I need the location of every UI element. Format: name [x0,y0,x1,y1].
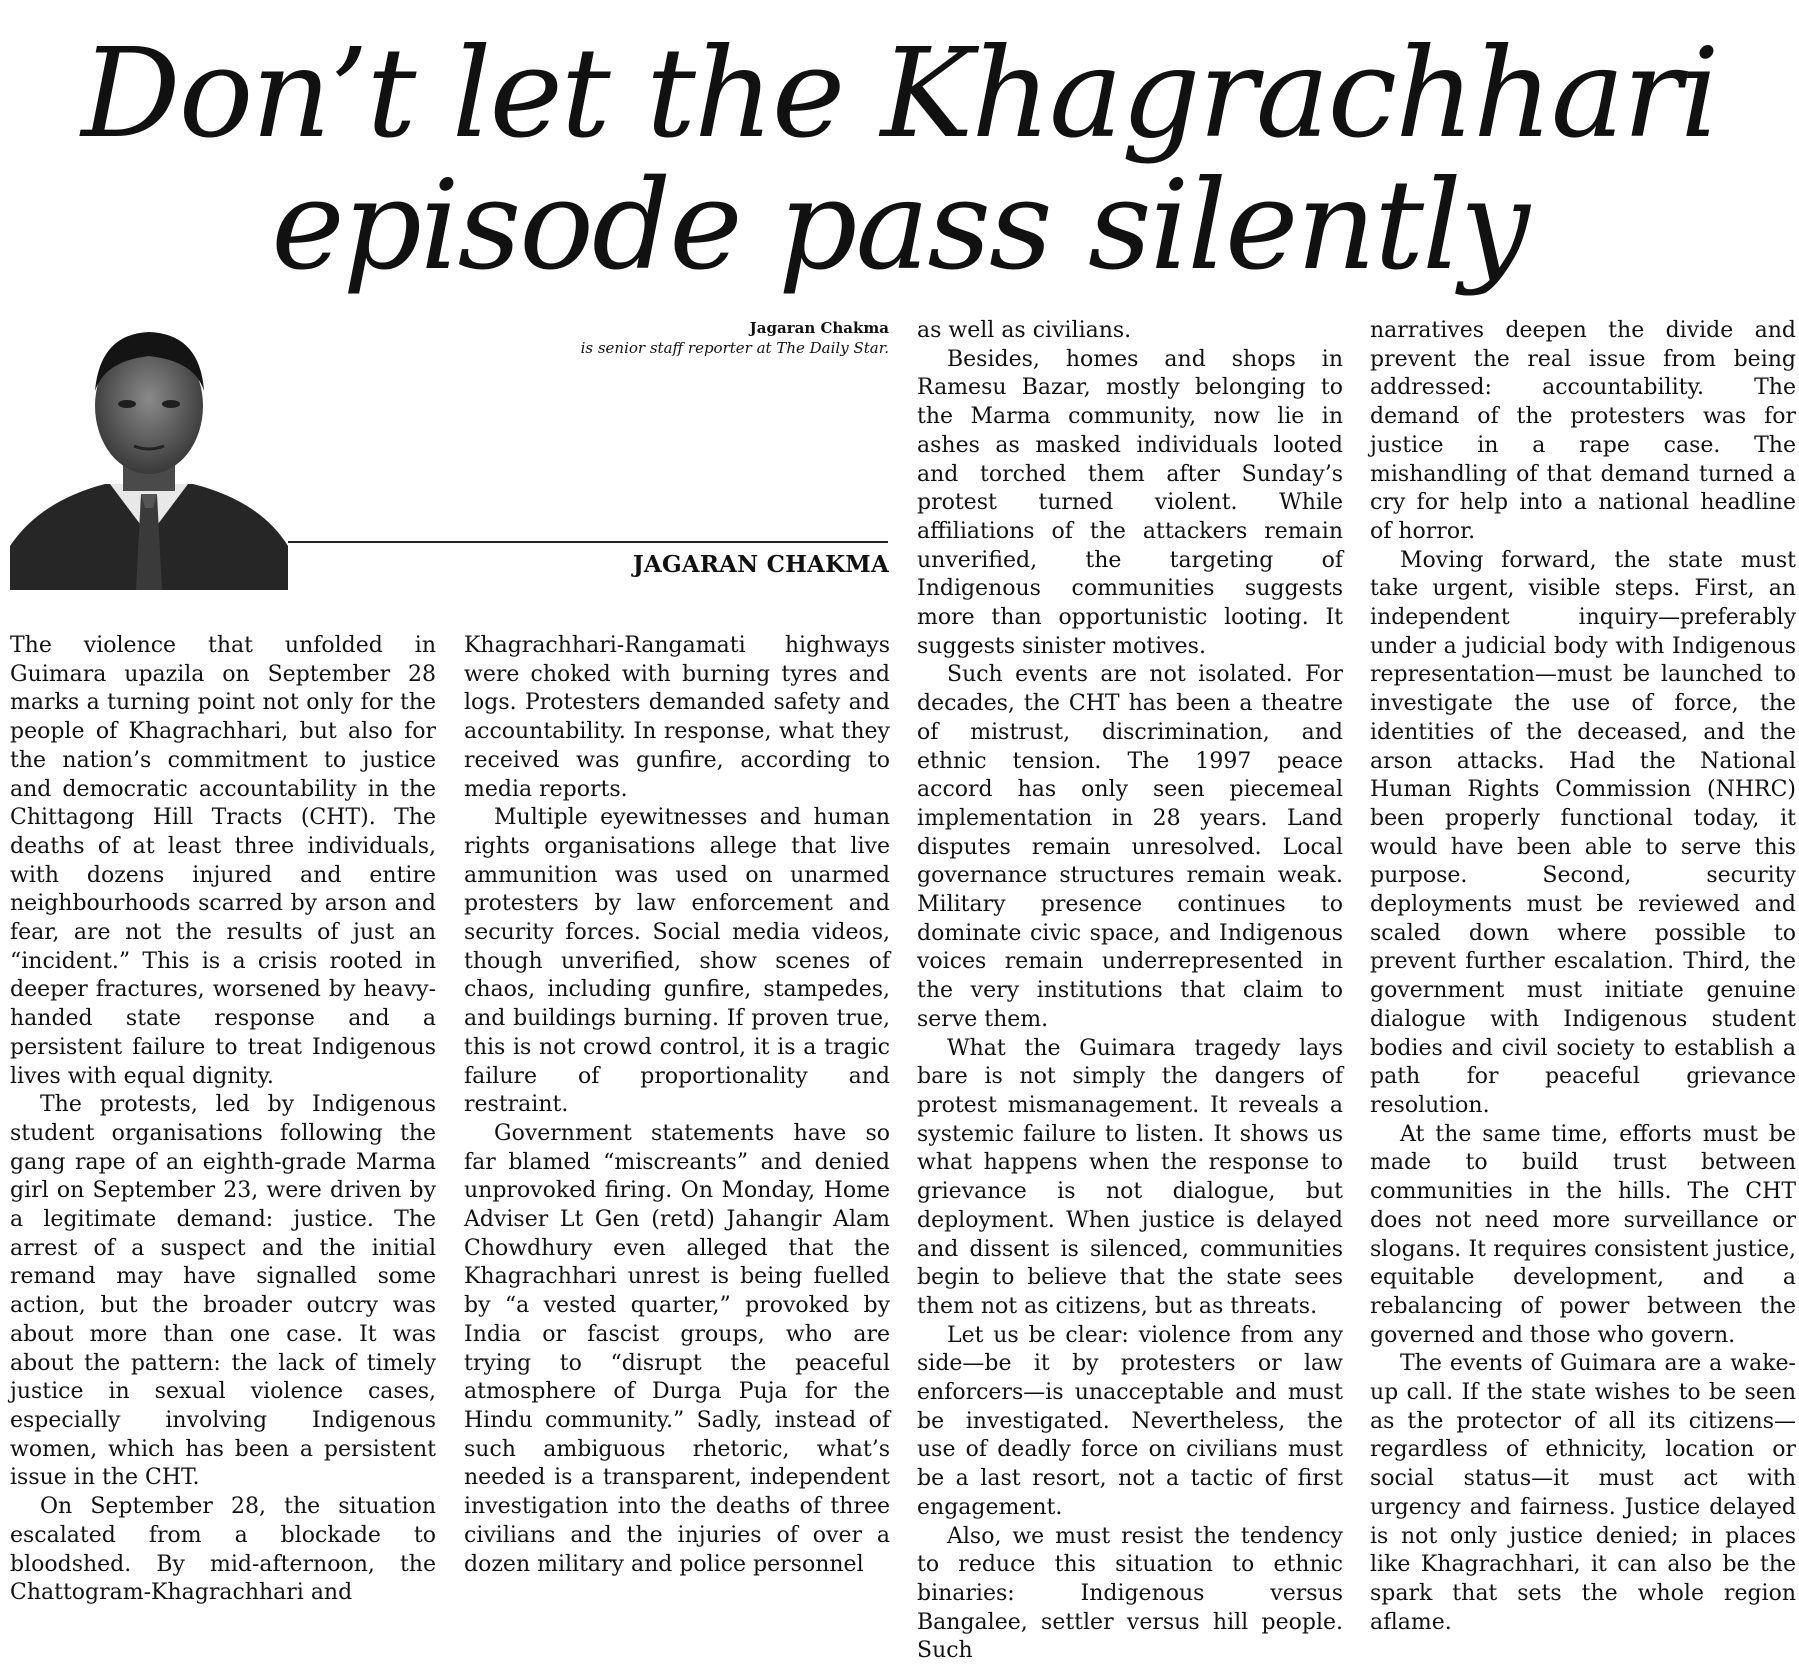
headline [0,22,1799,298]
paragraph: Multiple eyewitnesses and human rights organisations allege that live ammunition was used on unarmed protesters by law enforcement and security forces. Social media videos, though unverified, show scenes of chaos, including gunfire, stampedes, and buildings burning. If proven true, this is not crowd control, it is a tragic failure of proportionality and restraint. [464,805,890,1118]
paragraph: At the same time, efforts must be made to build trust between communities in the hills. The CHT does not need more surveillance or slogans. It requires consistent justice, equitable development, and a rebalancing of power between the governed and those who govern. [1370,1121,1796,1348]
byline-name: Jagaran Chakma [749,319,889,337]
paragraph: Such events are not isolated. For decades, the CHT has been a theatre of mistrust, discrimination, and ethnic tension. The 1997 peace accord has only seen piecemeal implementation in 28 years. Land disputes remain unresolved. Local governance structures remain weak. Military presence continues to dominate civic space, and Indigenous voices remain underrepresented in the very institutions that claim to serve them. [917,662,1343,1032]
paragraph: The protests, led by Indigenous student organisations following the gang rape of an eighth-grade Marma girl on September 23, were driven by a legitimate demand: justice. The arrest of a suspect and the initial remand may have signalled some action, but the broader outcry was about more than one case. It was about the pattern: the lack of timely justice in sexual violence cases, especially involving Indigenous women, which has been a persistent issue in the CHT. [10,1092,436,1491]
column-3 [917,317,1343,1666]
paragraph: Government statements have so far blamed “miscreants” and denied unprovoked firing. On Monday, Home Adviser Lt Gen (retd) Jahangir Alam Chowdhury even alleged that the Khagrachhari unrest is being fuelled by “a vested quarter,” provoked by India or fascist groups, who are trying to “disrupt the peaceful atmosphere of Durga Puja for the Hindu community.” Sadly, instead of such ambiguous rhetoric, what’s needed is a transparent, independent investigation into the deaths of three civilians and the injuries of over a dozen military and police personnel [464,1120,890,1577]
paragraph: as well as civilians. [917,318,1132,343]
headline-line-2: episode pass silently [271,154,1528,298]
paragraph: What the Guimara tragedy lays bare is not simply the dangers of protest mismanagement. It reveals a systemic failure to listen. It shows us what happens when the response to grievance is not dialogue, but deployment. When justice is delayed and dissent is silenced, communities begin to believe that the state sees them not as citizens, but as threats. [917,1035,1343,1319]
paragraph: On September 28, the situation escalated from a blockade to bloodshed. By mid-afternoon, the Chattogram-Khagrachhari and [10,1494,436,1606]
paragraph: Also, we must resist the tendency to reduce this situation to ethnic binaries: Indigenous versus Bangalee, settler versus hill people. Such [917,1523,1343,1664]
author-portrait-icon [10,316,288,590]
paragraph: Moving forward, the state must take urgent, visible steps. First, an independent inquiry—preferably under a judicial body with Indigenous representation—must be launched to investigate the use of force, the identities of the deceased, and the arson attacks. Had the National Human Rights Commission (NHRC) been properly functional today, it would have been able to serve this purpose. Second, security deployments must be reviewed and scaled down where possible to prevent further escalation. Third, the government must initiate genuine dialogue with Indigenous student bodies and civil society to establish a path for peaceful grievance resolution. [1370,547,1796,1118]
column-4 [1370,317,1796,1637]
headline-line-1: Don’t let the Khagrachhari [81,22,1718,166]
column-1 [10,632,436,1608]
column-2 [464,632,890,1579]
paragraph: The violence that unfolded in Guimara upazila on September 28 marks a turning point not only for the people of Khagrachhari, but also for the nation’s commitment to justice and democratic accountability in the Chittagong Hill Tracts (CHT). The deaths of at least three individuals, with dozens injured and entire neighbourhoods scarred by arson and fear, are not the results of just an “incident.” This is a crisis rooted in deeper fractures, worsened by heavy-handed state response and a persistent failure to treat Indigenous lives with equal dignity. [10,633,436,1089]
paragraph: narratives deepen the divide and prevent the real issue from being addressed: accountability. The demand of the protesters was for justice in a rape case. The mishandling of that demand turned a cry for help into a national headline of horror. [1370,318,1796,544]
byline-divider [288,541,888,543]
byline-role: is senior staff reporter at The Daily Star. [580,339,889,357]
paragraph: Khagrachhari-Rangamati highways were choked with burning tyres and logs. Protesters demanded safety and accountability. In response, what they received was gunfire, according to media reports. [464,633,890,802]
author-photo [10,316,288,590]
author-name-caps: JAGARAN CHAKMA [632,551,889,578]
byline [581,318,889,358]
paragraph: Besides, homes and shops in Ramesu Bazar, mostly belonging to the Marma community, now lie in ashes as masked individuals looted and torched them after Sunday’s protest turned violent. While affiliations of the attackers remain unverified, the targeting of Indigenous communities suggests more than opportunistic looting. It suggests sinister motives. [917,346,1343,659]
paragraph: The events of Guimara are a wake-up call. If the state wishes to be seen as the protector of all its citizens—regardless of ethnicity, location or social status—it must act with urgency and fairness. Justice delayed is not only justice denied; in places like Khagrachhari, it can also be the spark that sets the whole region aflame. [1370,1351,1796,1635]
paragraph: Let us be clear: violence from any side—be it by protesters or law enforcers—is unacceptable and must be investigated. Nevertheless, the use of deadly force on civilians must be a last resort, not a tactic of first engagement. [917,1322,1343,1520]
